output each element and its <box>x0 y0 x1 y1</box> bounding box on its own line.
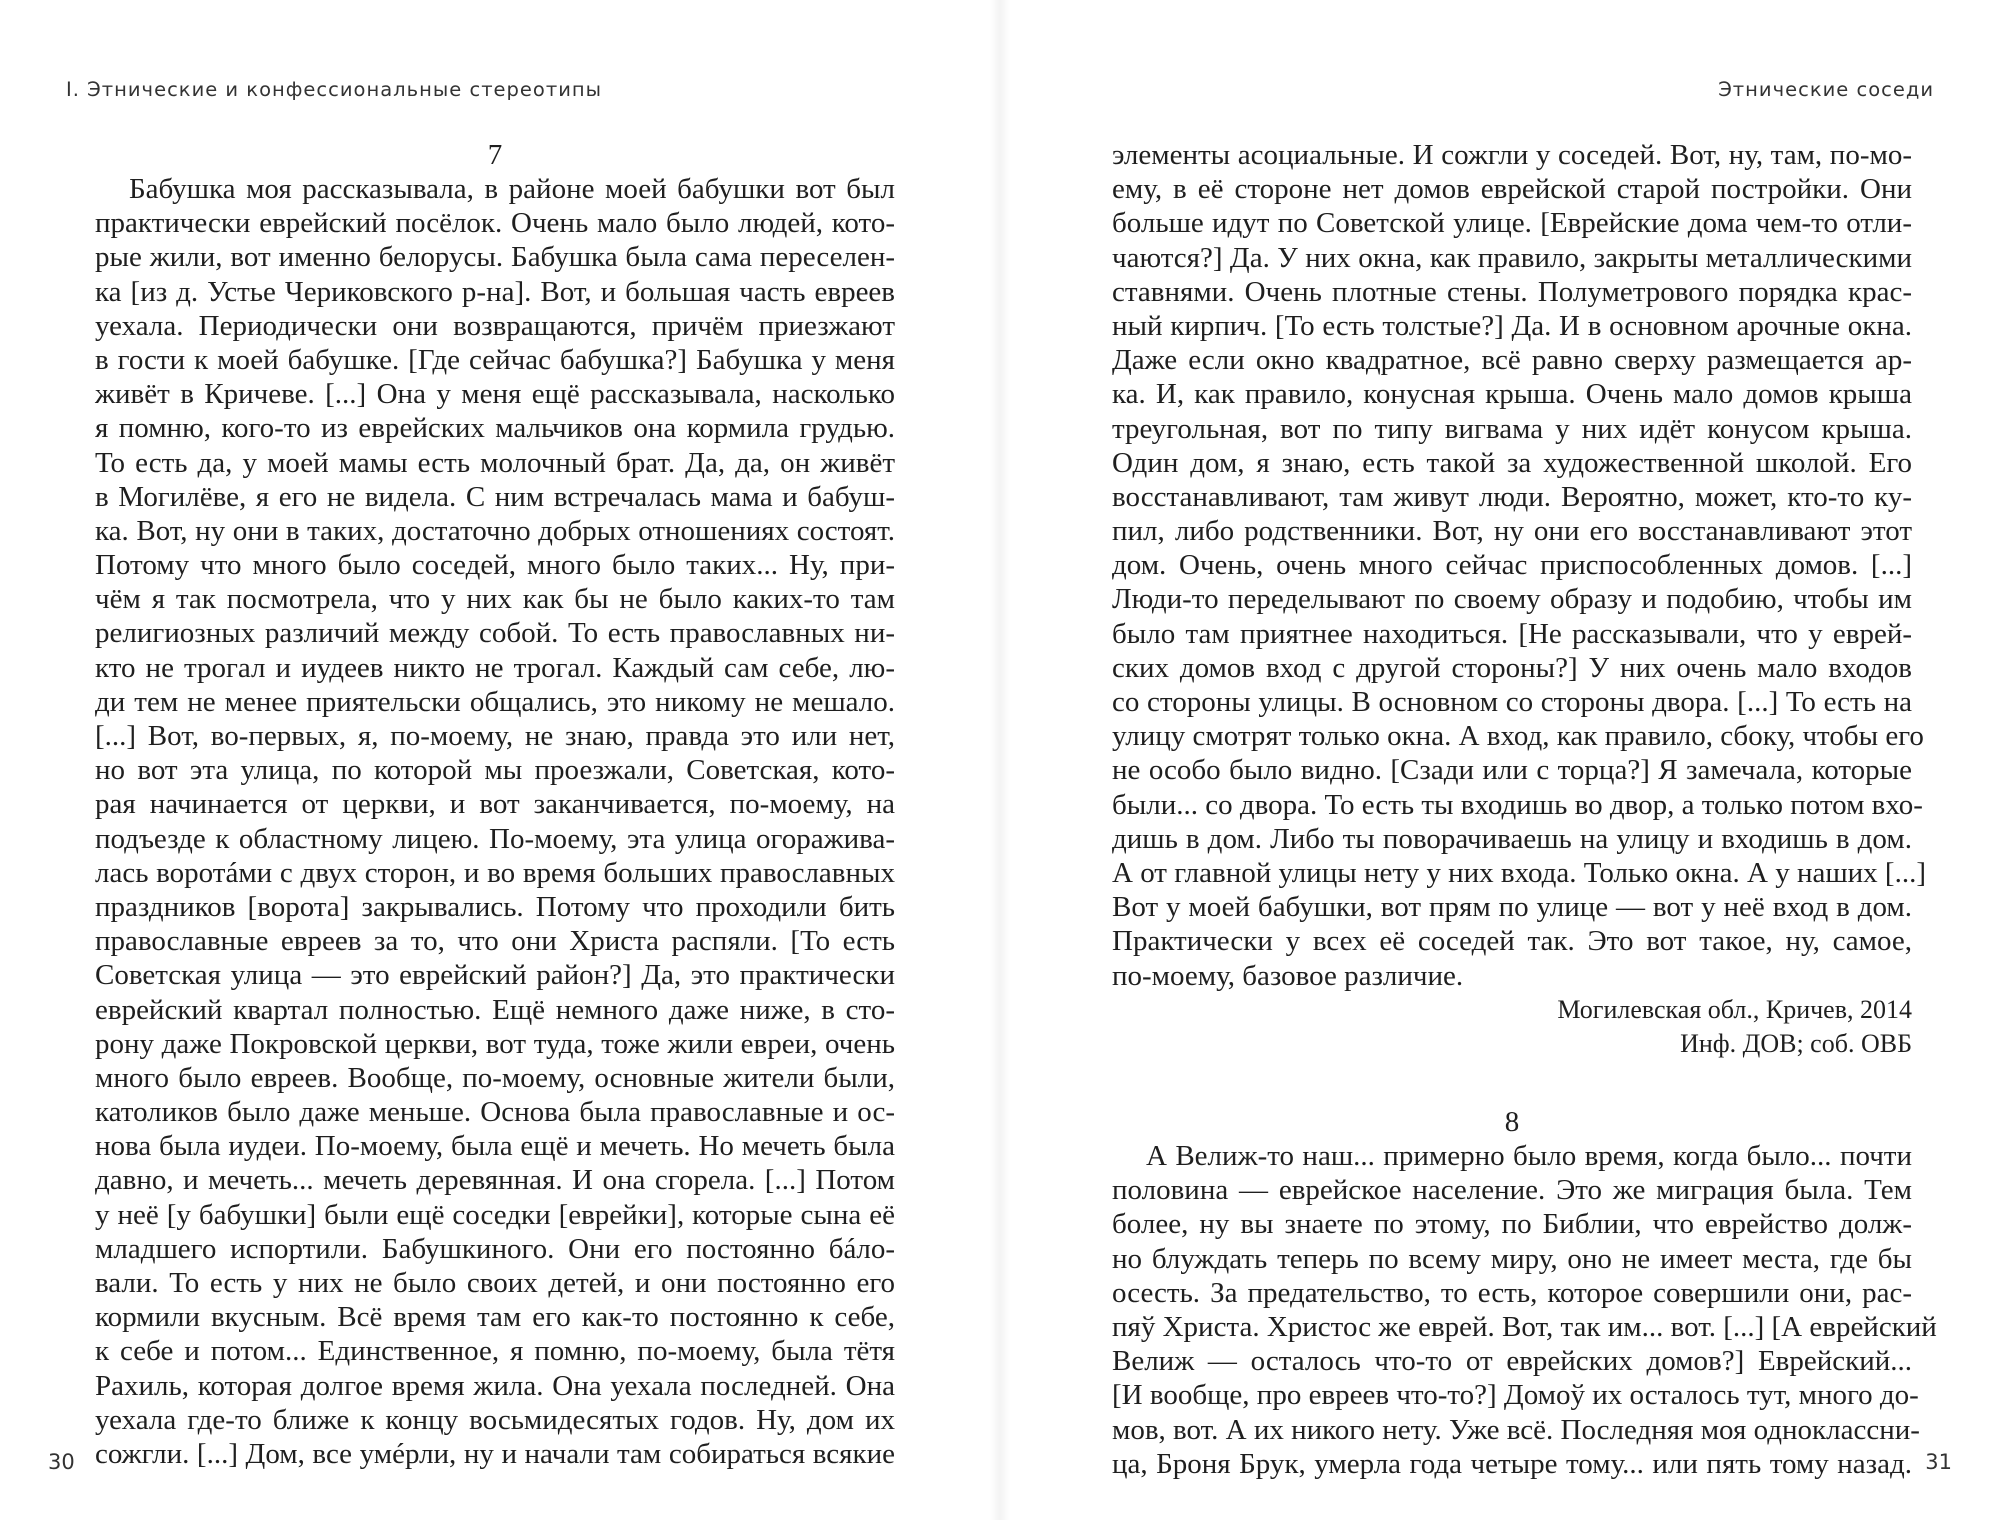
right-paragraph-8 <box>1112 1139 1937 1481</box>
text-line: треугольная, вот по типу вигвама у них идёт конусом крыша. <box>1112 412 1912 445</box>
text-line: А от главной улицы нету у них входа. Только окна. А у наших [...] <box>1112 856 1926 889</box>
text-line: пяў Христа. Христос же еврей. Вот, так им... вот. [...] [А еврейский <box>1112 1311 1937 1343</box>
text-line: кто не трогал и иудеев никто не трогал. Каждый сам себе, лю- <box>95 651 895 684</box>
text-line: кормили вкусным. Всё время там его как-то постоянно к себе, <box>95 1301 895 1334</box>
section-gap <box>1112 1061 1912 1105</box>
source-informants: Инф. ДОВ; соб. ОВБ <box>1680 1028 1912 1058</box>
text-line: было там приятнее находиться. [Не рассказывали, что у еврей- <box>1112 617 1912 650</box>
running-head-left: I. Этнические и конфессиональные стереотипы <box>66 78 603 101</box>
text-line: более, ну вы знаете по этому, по Библии, что еврейство долж- <box>1112 1208 1912 1241</box>
text-line: вали. То есть у них не было своих детей, и они постоянно его <box>95 1267 895 1299</box>
text-line: Рахиль, которая долгое время жила. Она уехала последней. Она <box>95 1369 895 1402</box>
text-line: Бабушка моя рассказывала, в районе моей бабушки вот был <box>129 173 895 205</box>
text-line: ка [из д. Устье Чериковского р-на]. Вот, и большая часть евреев <box>95 275 895 308</box>
text-line: Один дом, я знаю, есть такой за художественной школой. Его <box>1112 446 1912 479</box>
text-line: ка. И, как правило, конусная крыша. Очень мало домов крыша <box>1112 378 1912 411</box>
text-line: но вот эта улица, по которой мы проезжали, Советская, кото- <box>95 754 895 787</box>
text-line: но блуждать теперь по всему миру, оно не имеет места, где бы <box>1112 1242 1912 1275</box>
text-line: рые жили, вот именно белорусы. Бабушка была сама переселен- <box>95 241 895 274</box>
text-line: по-моему, базовое различие. <box>1112 959 1464 992</box>
text-line: были... со двора. То есть ты входишь во двор, а только потом вхо- <box>1112 788 1923 821</box>
text-line: элементы асоциальные. И сожгли у соседей. Вот, ну, там, по-мо- <box>1112 139 1912 171</box>
text-line: половина — еврейское население. Это же миграция была. Тем <box>1112 1174 1912 1207</box>
text-line: давно, и мечеть... мечеть деревянная. И она сгорела. [...] Потом <box>95 1164 895 1197</box>
text-line: праздников [ворота] закрывались. Потому что проходили бить <box>95 890 895 923</box>
text-line: Велиж — осталось что-то от еврейских домов?] Еврейский... <box>1112 1345 1912 1378</box>
text-line: младшего испортили. Бабушкиного. Они его постоянно бáло- <box>95 1232 895 1265</box>
source-location: Могилевская обл., Кричев, 2014 <box>1557 994 1912 1024</box>
text-line: чаются?] Да. У них окна, как правило, закрыты металлическими <box>1112 241 1912 274</box>
text-line: еврейский квартал полностью. Ещё немного даже ниже, в сто- <box>95 993 895 1026</box>
text-line: мов, вот. А их никого нету. Уже всё. Последняя моя одноклассни- <box>1112 1413 1920 1446</box>
section-number-7: 7 <box>487 139 503 171</box>
text-line: рону даже Покровской церкви, вот туда, тоже жили евреи, очень <box>95 1027 895 1060</box>
text-line: Практически у всех её соседей так. Это вот такое, ну, самое, <box>1112 925 1912 958</box>
text-line: живёт в Кричеве. [...] Она у меня ещё рассказывала, насколько <box>95 378 895 411</box>
page-number-right: 31 <box>1925 1450 1952 1474</box>
text-line: ских домов вход с другой стороны?] У них очень мало входов <box>1112 651 1912 684</box>
text-line: ка. Вот, ну они в таких, достаточно добрых отношениях состоят. <box>95 514 895 547</box>
section-number-8: 8 <box>1504 1106 1520 1139</box>
text-line: религиозных различий между собой. То есть православных ни- <box>95 617 895 650</box>
text-line: Советская улица — это еврейский район?] Да, это практически <box>95 959 895 992</box>
text-line: восстанавливают, там живут люди. Вероятно, может, кто-то ку- <box>1112 480 1912 513</box>
text-line: [И вообще, про евреев что-то?] Домоў их осталось тут, много до- <box>1112 1379 1919 1412</box>
text-line: к себе и потом... Единственное, я помню, по-моему, была тётя <box>95 1335 895 1368</box>
text-line: Люди-то переделывают по своему образу и подобию, чтобы им <box>1112 583 1912 616</box>
text-line: больше идут по Советской улице. [Еврейские дома чем-то отли- <box>1112 207 1912 240</box>
text-line: Потому что много было соседей, много было таких... Ну, при- <box>95 549 895 582</box>
text-line: уехала. Периодически они возвращаются, причём приезжают <box>95 309 895 342</box>
text-line: много было евреев. Вообще, по-моему, основные жители были, <box>95 1061 895 1094</box>
text-line: А Велиж-то наш... примерно было время, когда было... почти <box>1146 1140 1912 1173</box>
text-line: ный кирпич. [То есть толстые?] Да. И в основном арочные окна. <box>1112 309 1912 342</box>
text-line: ди тем не менее приятельски общались, это никому не мешало. <box>95 685 895 718</box>
text-line: Даже если окно квадратное, всё равно сверху размещается ар- <box>1112 344 1912 377</box>
text-line: я помню, кого-то из еврейских мальчиков она кормила грудью. <box>95 412 895 445</box>
text-line: практически еврейский посёлок. Очень мало было людей, кото- <box>95 207 895 240</box>
text-line: сожгли. [...] Дом, все умéрли, ну и начали там собираться всякие <box>95 1437 895 1470</box>
text-line: нова была иудеи. По-моему, была ещё и мечеть. Но мечеть была <box>95 1130 895 1163</box>
text-line: лась воротáми с двух сторон, и во время больших православных <box>95 856 895 889</box>
text-line: ставнями. Очень плотные стены. Полуметрового порядка крас- <box>1112 275 1912 308</box>
text-line: в Могилёве, я его не видела. С ним встречалась мама и бабуш- <box>95 480 895 513</box>
text-line: католиков было даже меньше. Основа была православные и ос- <box>95 1096 895 1129</box>
page-number-left: 30 <box>48 1450 75 1474</box>
left-paragraph <box>95 172 895 1471</box>
text-line: ца, Броня Брук, умерла года четыре тому... или пять тому назад. <box>1112 1447 1912 1480</box>
text-line: улицу смотрят только окна. А вход, как правило, сбоку, чтобы его <box>1112 720 1924 753</box>
text-line: со стороны улицы. В основном со стороны двора. [...] То есть на <box>1112 686 1912 718</box>
text-line: Вот у моей бабушки, вот прям по улице — вот у неё вход в дом. <box>1112 891 1912 924</box>
text-line: чём я так посмотрела, что у них как бы не было каких-то там <box>95 583 895 616</box>
text-line: у неё [у бабушки] были ещё соседки [еврейки], которые сына её <box>95 1198 895 1231</box>
text-line: уехала где-то ближе к концу восьмидесятых годов. Ну, дом их <box>95 1403 895 1436</box>
right-paragraph-continued <box>1112 138 1926 993</box>
text-line: православные евреев за то, что они Христа распяли. [То есть <box>95 925 895 958</box>
text-line: ему, в её стороне нет домов еврейской старой постройки. Они <box>1112 173 1912 206</box>
right-page <box>1000 0 2000 1520</box>
text-line: То есть да, у моей мамы есть молочный брат. Да, да, он живёт <box>95 446 895 479</box>
right-text-block <box>1112 138 1937 1481</box>
text-line: осесть. За предательство, то есть, которое совершили они, рас- <box>1112 1276 1912 1309</box>
text-line: дом. Очень, очень много сейчас приспособленных домов. [...] <box>1112 549 1912 582</box>
text-line: в гости к моей бабушке. [Где сейчас бабушка?] Бабушка у меня <box>95 343 895 376</box>
text-line: дишь в дом. Либо ты поворачиваешь на улицу и входишь в дом. <box>1112 822 1912 855</box>
text-line: не особо было видно. [Сзади или с торца?] Я замечала, которые <box>1112 754 1912 787</box>
text-line: рая начинается от церкви, и вот заканчивается, по-моему, на <box>95 788 895 821</box>
running-head-right: Этнические соседи <box>1718 78 1934 101</box>
text-line: [...] Вот, во-первых, я, по-моему, не знаю, правда это или нет, <box>95 720 895 752</box>
left-text-block <box>95 138 895 1471</box>
text-line: пил, либо родственники. Вот, ну они его восстанавливают этот <box>1112 515 1912 548</box>
text-line: подъезде к областному лицею. По-моему, эта улица огоражива- <box>95 822 895 855</box>
